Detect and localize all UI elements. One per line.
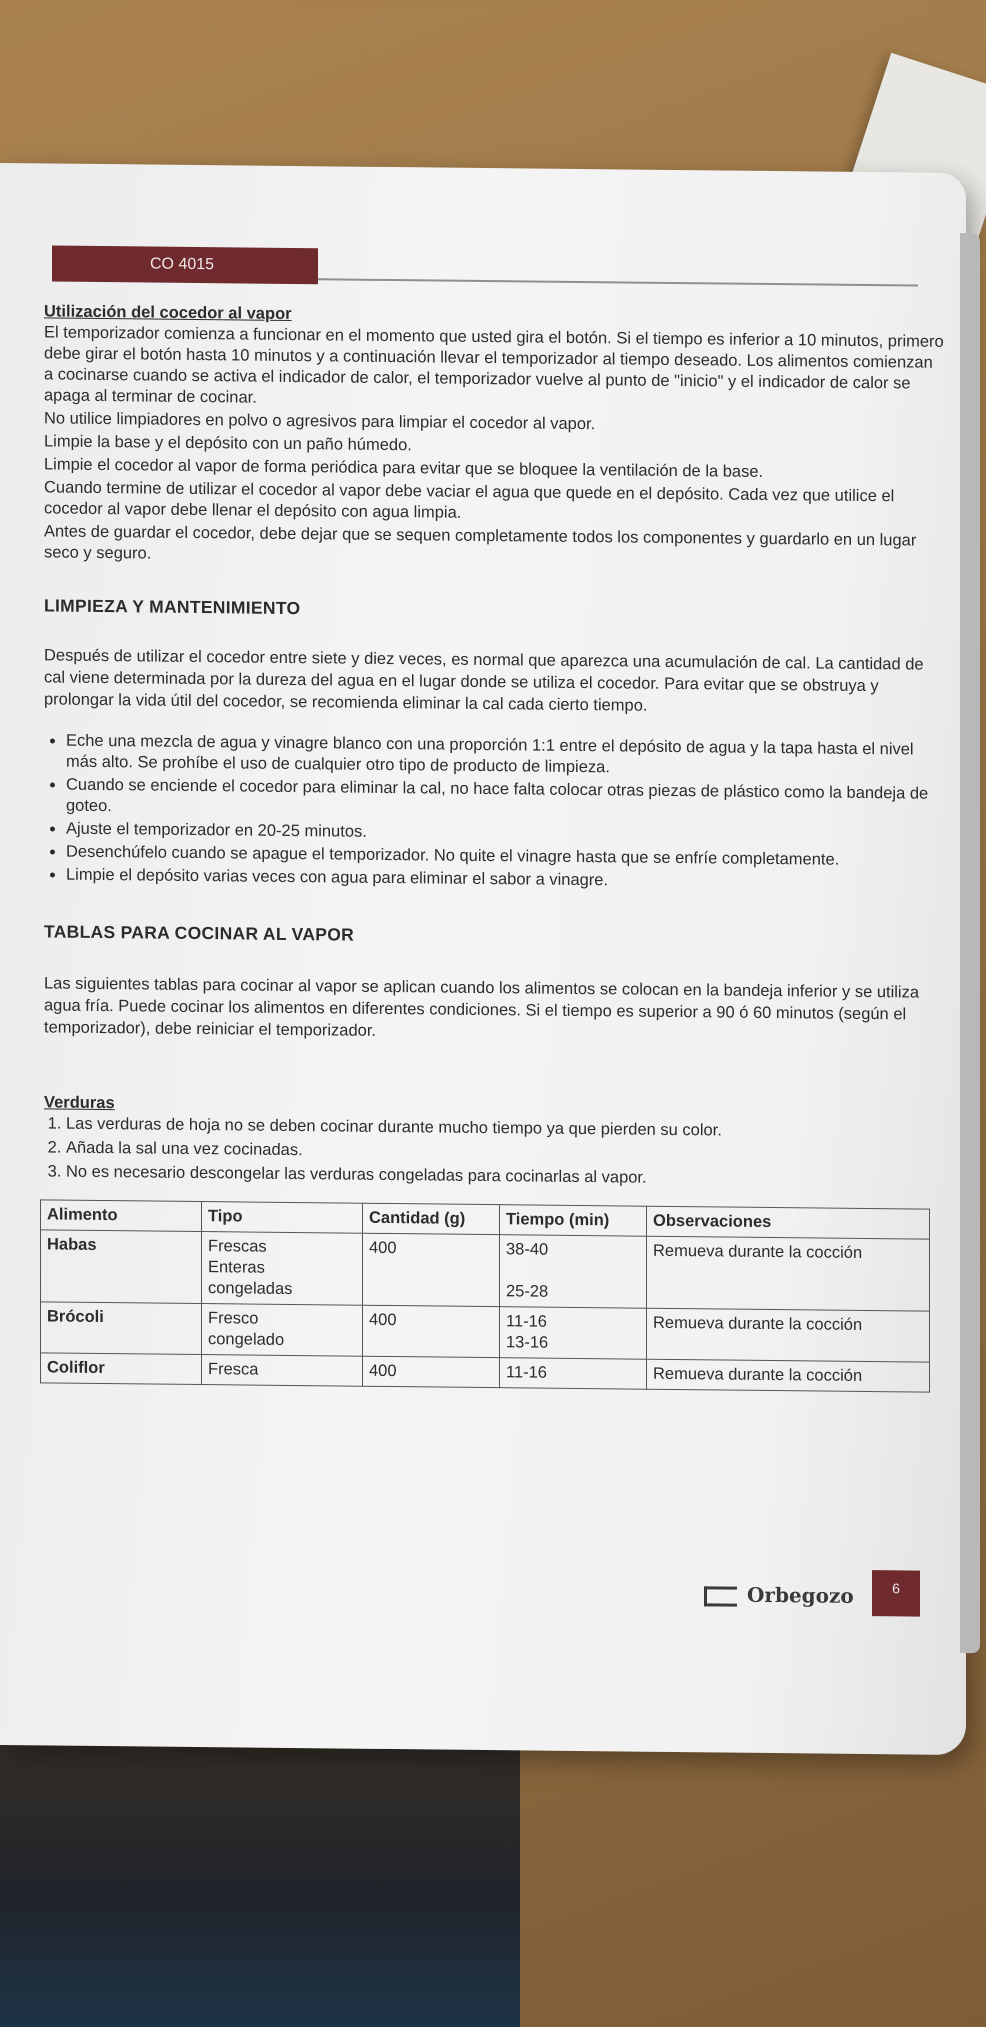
- verduras-table: [40, 1199, 930, 1392]
- column-header: Alimento: [41, 1200, 202, 1232]
- intro-paragraph: El temporizador comienza a funcionar en el momento que usted gira el botón. Si el tiempo es inferior a 10 minutos, primero debe girar el botón hasta 10 minutos y a continuación llevar el temporizador al tiempo deseado. Los alimentos comienzan a cocinarse cuando se activa el indicador de calor, el temporizador vuelve al punto de "inicio" y el indicador de calor se apaga al terminar de cocinar.: [44, 323, 944, 407]
- intro-paragraph: No utilice limpiadores en polvo o agresivos para limpiar el cocedor al vapor.: [44, 409, 596, 434]
- tables-paragraph: Las siguientes tablas para cocinar al vapor se aplican cuando los alimentos se colocan en la bandeja inferior y se utiliza agua fría. Puede cocinar los alimentos en diferentes condiciones. Si el tiempo es superior a 90 ó 60 minutos (según el temporizador), debe reiniciar el temporizador.: [44, 974, 920, 1040]
- tables-title: TABLAS PARA COCINAR AL VAPOR: [44, 921, 355, 945]
- list-item: • Cuando se enciende el cocedor para eliminar la cal, no hace falta colocar otras piezas de plástico como la bandeja de goteo.: [66, 775, 944, 826]
- cell-line: 25-28: [506, 1282, 549, 1301]
- list-item: 3. No es necesario descongelar las verduras congeladas para cocinarlas al vapor.: [66, 1162, 944, 1192]
- cell-line: [500, 1260, 646, 1283]
- cell-line: Frescas: [208, 1237, 267, 1256]
- cell-line: congelado: [208, 1330, 285, 1349]
- table-cell: [202, 1304, 363, 1357]
- table-cell: [500, 1235, 647, 1309]
- list-item: 1. Las verduras de hoja no se deben cocinar durante mucho tiempo ya que pierden su color.: [66, 1114, 944, 1144]
- table-cell: Remueva durante la cocción: [647, 1236, 930, 1311]
- intro-paragraph: Limpie la base y el depósito con un paño húmedo.: [44, 432, 412, 455]
- table-cell: [500, 1307, 647, 1360]
- cell-line: congeladas: [208, 1279, 293, 1299]
- page-content: [44, 301, 944, 1392]
- cleaning-bullet-list: [44, 730, 944, 894]
- cleaning-title: LIMPIEZA Y MANTENIMIENTO: [44, 595, 301, 619]
- verduras-heading: Verduras: [44, 1093, 115, 1113]
- table-cell: 400: [363, 1305, 500, 1357]
- list-item: • Ajuste el temporizador en 20-25 minutos.: [66, 819, 944, 849]
- table-cell: Brócoli: [41, 1302, 202, 1355]
- intro-paragraph: Cuando termine de utilizar el cocedor al vapor debe vaciar el agua que quede en el depósito. Cada vez que utilice el cocedor al vapor debe llenar el depósito con agua limpia.: [44, 478, 895, 522]
- table-cell: 400: [363, 1233, 500, 1306]
- model-label: CO 4015: [52, 245, 318, 284]
- brand-name: Orbegozo: [747, 1582, 854, 1608]
- intro-paragraph: Limpie el cocedor al vapor de forma periódica para evitar que se bloquee la ventilación de la base.: [44, 455, 764, 481]
- manual-page: [0, 163, 966, 1755]
- header-rule: [318, 278, 918, 286]
- list-item: 2. Añada la sal una vez cocinadas.: [66, 1138, 944, 1168]
- table-row: [41, 1230, 930, 1311]
- cell-line: 38-40: [506, 1240, 549, 1259]
- table-cell: Remueva durante la cocción: [647, 1308, 930, 1362]
- brand-mark-icon: [704, 1586, 737, 1606]
- cell-line: 11-16: [506, 1312, 547, 1331]
- list-item: • Eche una mezcla de agua y vinagre blanco con una proporción 1:1 entre el depósito de agua y la tapa hasta el nivel más alto. Se prohíbe el uso de cualquier otro tipo de producto de limpieza.: [66, 731, 944, 782]
- brand-logo: [704, 1582, 884, 1610]
- table-cell: Remueva durante la cocción: [647, 1359, 930, 1392]
- intro-heading: Utilización del cocedor al vapor: [44, 302, 292, 323]
- page-edge: [960, 233, 980, 1653]
- cell-line: 13-16: [506, 1333, 549, 1352]
- cleaning-paragraph: Después de utilizar el cocedor entre siete y diez veces, es normal que aparezca una acumulación de cal. La cantidad de cal viene determinada por la dureza del agua en el lugar donde se utiliza el cocedor. Para evitar que se obstruya y prolongar la vida útil del cocedor, se recomienda eliminar la cal cada cierto tiempo.: [44, 646, 924, 715]
- verduras-notes: [44, 1113, 944, 1191]
- list-item: • Desenchúfelo cuando se apague el temporizador. No quite el vinagre hasta que se enfríe completamente.: [66, 842, 944, 872]
- table-cell: 11-16: [500, 1358, 647, 1390]
- column-header: Observaciones: [647, 1206, 930, 1239]
- column-header: Tipo: [202, 1202, 363, 1234]
- table-cell: 400: [363, 1356, 500, 1387]
- column-header: Cantidad (g): [363, 1203, 500, 1234]
- cell-line: Enteras: [208, 1258, 265, 1277]
- table-cell: [202, 1232, 363, 1306]
- column-header: Tiempo (min): [500, 1205, 647, 1237]
- intro-paragraph: Antes de guardar el cocedor, debe dejar que se sequen completamente todos los componentes y guardarlo en un lugar seco y seguro.: [44, 522, 917, 563]
- page-number: 6: [872, 1570, 920, 1617]
- table-cell: Habas: [41, 1230, 202, 1304]
- table-row: [41, 1302, 930, 1362]
- list-item: • Limpie el depósito varias veces con agua para eliminar el sabor a vinagre.: [66, 865, 944, 895]
- table-cell: Fresca: [202, 1355, 363, 1387]
- cell-line: Fresco: [208, 1309, 259, 1328]
- table-cell: Coliflor: [41, 1353, 202, 1385]
